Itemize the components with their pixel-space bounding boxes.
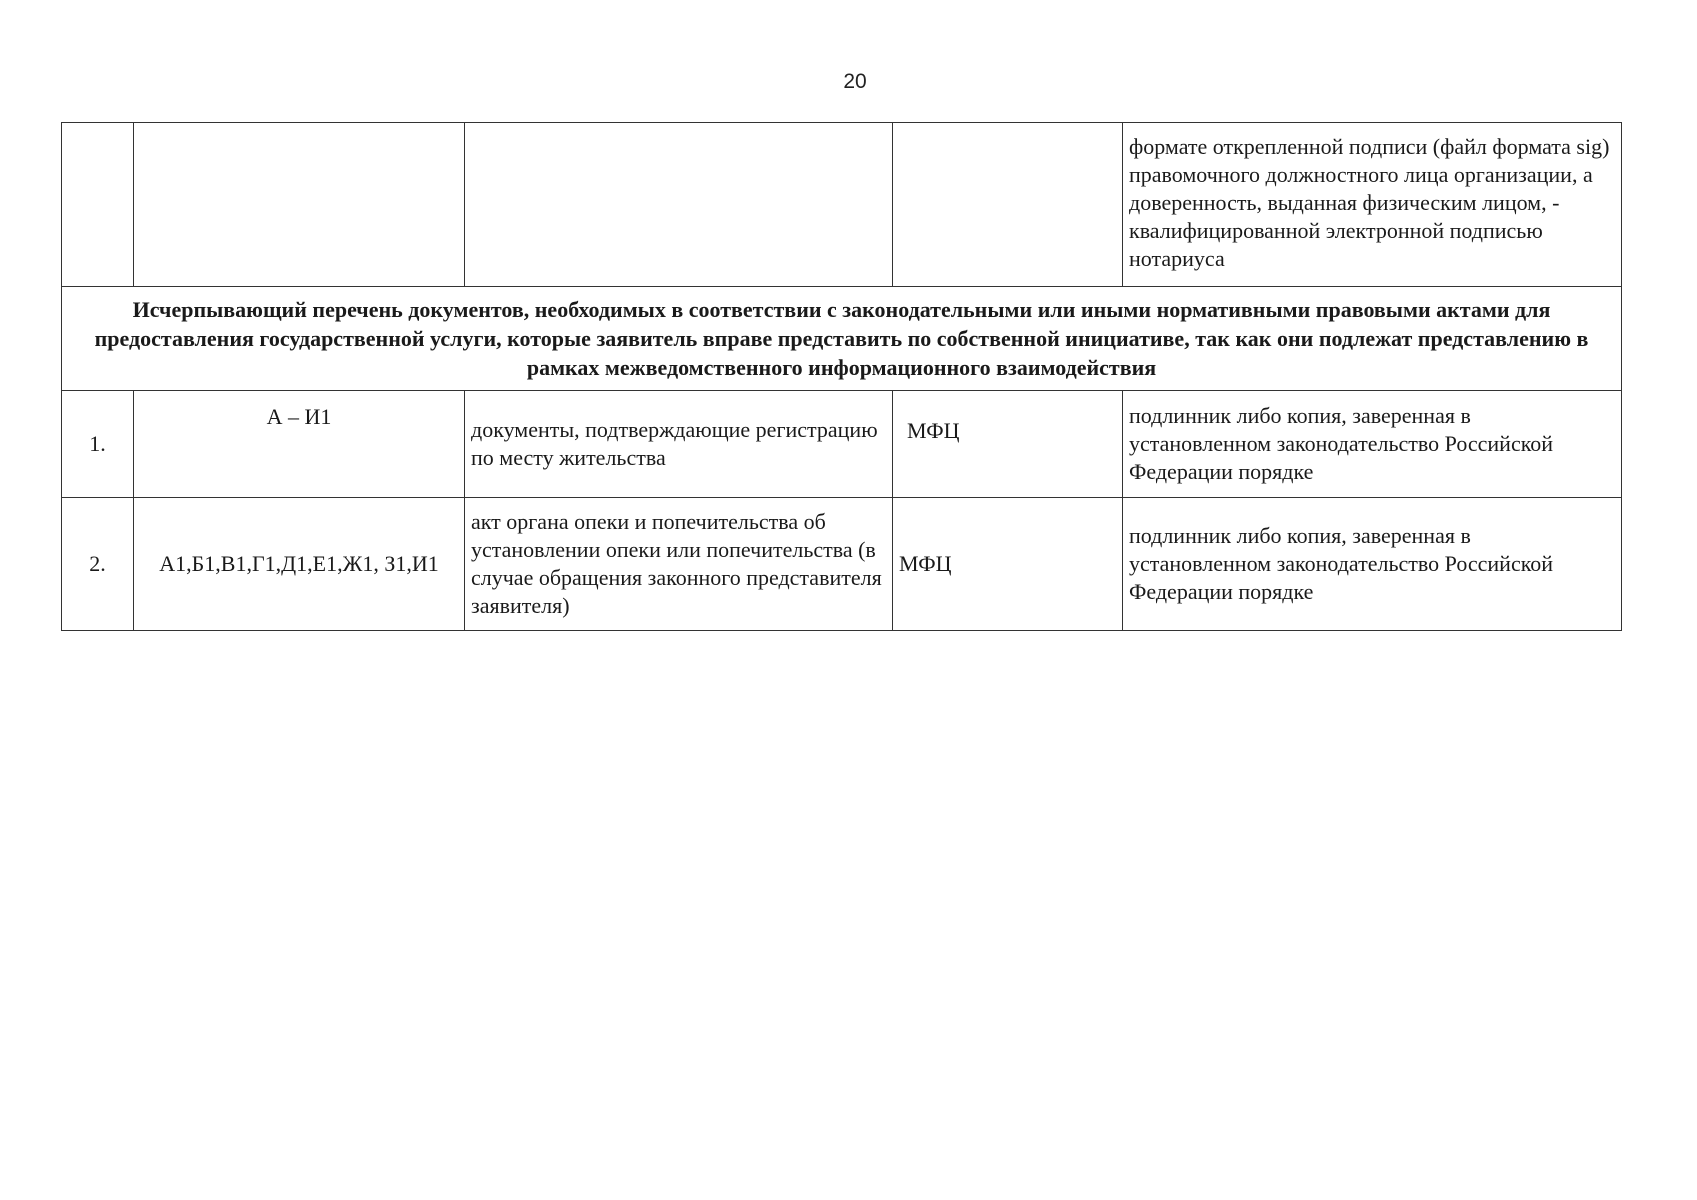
section-heading-row [62,287,1622,391]
cell-document-empty [465,123,893,287]
cell-document: документы, подтверждающие регистрацию по месту жительства [465,391,893,498]
cell-applicants-empty [134,123,465,287]
cell-source-empty [893,123,1123,287]
cell-num: 2. [62,498,134,631]
cell-source: МФЦ [893,498,1123,631]
cell-form: подлинник либо копия, заверенная в установленном законодательство Российской Федерации порядке [1123,498,1622,631]
section-heading: Исчерпывающий перечень документов, необходимых в соответствии с законодательными или иными нормативными правовыми актами для предоставления государственной услуги, которые заявитель вправе представить по собственной инициативе, так как они подлежат представлению в рамках межведомственного информационного взаимодействия [62,287,1622,391]
cell-source: МФЦ [893,391,1123,498]
table-row [62,498,1622,631]
cell-applicants: А – И1 [134,391,465,498]
cell-document: акт органа опеки и попечительства об установлении опеки или попечительства (в случае обращения законного представителя заявителя) [465,498,893,631]
cell-form: подлинник либо копия, заверенная в установленном законодательство Российской Федерации порядке [1123,391,1622,498]
cell-num-empty [62,123,134,287]
documents-table [61,122,1622,631]
table-row [62,391,1622,498]
cell-form-continued: формате открепленной подписи (файл формата sig) правомочного должностного лица организации, а доверенность, выданная физическим лицом, - квалифицированной электронной подписью нотариуса [1123,123,1622,287]
cell-num: 1. [62,391,134,498]
table-row-continued [62,123,1622,287]
page-number: 20 [843,70,867,93]
cell-applicants: А1,Б1,В1,Г1,Д1,Е1,Ж1, З1,И1 [134,498,465,631]
